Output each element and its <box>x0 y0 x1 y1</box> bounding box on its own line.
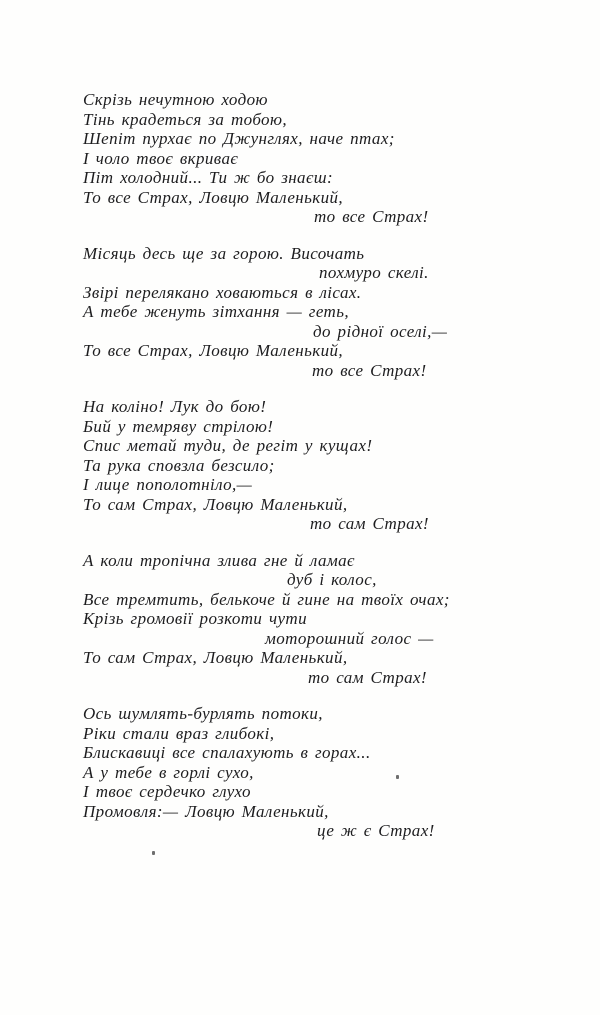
poem-line: Шепіт пурхає по Джунглях, наче птах; <box>83 129 395 148</box>
poem-line: Блискавиці все спалахують в горах... <box>83 743 371 762</box>
poem-line: до рідної оселі,— <box>313 321 448 341</box>
poem <box>83 90 450 858</box>
poem-line: Бий у темряву стрілою! <box>83 416 274 436</box>
poem-line: А тебе женуть зітхання — геть, <box>83 302 350 321</box>
poem-line: І чоло твоє вкриває <box>83 148 239 168</box>
poem-line: Піт холодний... Ти ж бо знаєш: <box>83 168 334 187</box>
poem-line: Все тремтить, белькоче й гине на твоїх очах; <box>83 589 450 609</box>
poem-line: Крізь громовії розкоти чути <box>83 609 308 628</box>
ink-speck <box>396 775 399 779</box>
poem-line: То все Страх, Ловцю Маленький, <box>83 341 344 360</box>
poem-line: то сам Страх! <box>310 514 429 533</box>
poem-line: дуб і колос, <box>287 570 377 589</box>
poem-line: А у тебе в горлі сухо, <box>83 762 254 782</box>
poem-line: то все Страх! <box>312 360 427 380</box>
stanza-2 <box>83 244 450 381</box>
poem-line: То все Страх, Ловцю Маленький, <box>83 187 344 207</box>
poem-line: То сам Страх, Ловцю Маленький, <box>83 494 348 514</box>
poem-line: Спис метай туди, де регіт у кущах! <box>83 436 373 455</box>
poem-line: І твоє сердечко глухо <box>83 782 251 801</box>
stanza-4 <box>83 551 450 688</box>
poem-line: На коліно! Лук до бою! <box>83 397 267 416</box>
poem-line: моторошний голос — <box>265 628 434 648</box>
poem-line: похмуро скелі. <box>319 263 429 282</box>
ink-speck <box>152 851 155 855</box>
poem-line: Промовля:— Ловцю Маленький, <box>83 801 329 821</box>
poem-line: Тінь крадеться за тобою, <box>83 109 287 129</box>
poem-line: Місяць десь ще за горою. Височать <box>83 243 365 263</box>
stanza-1 <box>83 90 450 227</box>
poem-line: Скрізь нечутною ходою <box>83 90 268 109</box>
stanza-3 <box>83 397 450 534</box>
poem-line: Та рука сповзла безсило; <box>83 455 275 475</box>
poem-line: Ось шумлять-бурлять потоки, <box>83 704 323 723</box>
poem-line: А коли тропічна злива гне й ламає <box>83 550 355 570</box>
poem-line: то сам Страх! <box>308 667 427 687</box>
poem-line: Звірі перелякано ховаються в лісах. <box>83 282 362 302</box>
poem-line: І лице пополотніло,— <box>83 475 253 494</box>
poem-line: то все Страх! <box>314 207 429 226</box>
stanza-5 <box>83 704 450 841</box>
poem-line: То сам Страх, Ловцю Маленький, <box>83 648 348 667</box>
poem-line: Ріки стали враз глибокі, <box>83 723 275 743</box>
poem-line: це ж є Страх! <box>317 821 435 840</box>
